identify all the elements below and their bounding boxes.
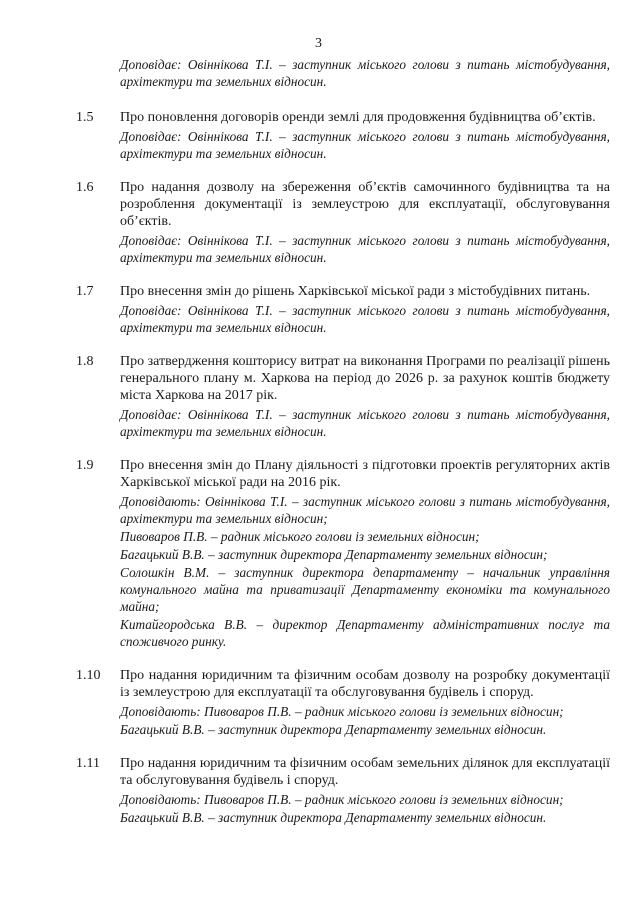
agenda-item: [78, 755, 609, 826]
agenda-item-number: 1.6: [76, 180, 94, 195]
agenda-item-body: [120, 457, 610, 650]
agenda-item-title: Про внесення змін до рішень Харківської міської ради з містобудівних питань.: [120, 284, 591, 299]
agenda-item: [78, 353, 609, 440]
speaker-line: Доповідають: Пивоваров П.В. – радник міського голови із земельних відносин;: [120, 704, 564, 719]
speaker-line: Доповідає: Овіннікова Т.І. – заступник міського голови з питань містобудування, архітектури та земельних відносин.: [120, 407, 610, 439]
agenda-item-body: [120, 755, 610, 826]
agenda-item-number: 1.9: [76, 458, 94, 473]
speaker-line: Доповідає: Овіннікова Т.І. – заступник міського голови з питань містобудування, архітектури та земельних відносин.: [120, 129, 610, 161]
first-block-speakers: [120, 56, 610, 90]
speaker-line: Доповідає: Овіннікова Т.І. – заступник міського голови з питань містобудування, архітектури та земельних відносин.: [120, 57, 610, 89]
speaker-line: Солошкін В.М. – заступник директора департаменту – начальник управління комунального майна та приватизації Департаменту економіки та комунального майна;: [120, 565, 610, 614]
speaker-line: Доповідають: Пивоваров П.В. – радник міського голови із земельних відносин;: [120, 792, 564, 807]
speaker-line: Китайгородська В.В. – директор Департаменту адміністративних послуг та споживчого ринку.: [120, 617, 610, 649]
agenda-item-number: 1.8: [76, 354, 94, 369]
speaker-line: Доповідає: Овіннікова Т.І. – заступник міського голови з питань містобудування, архітектури та земельних відносин.: [120, 233, 610, 265]
agenda-item: [78, 283, 609, 336]
agenda-item: [78, 667, 609, 738]
agenda-item-title: Про затвердження кошторису витрат на виконання Програми по реалізації рішень генерального плану м. Харкова на період до 2026 р. за рахунок коштів бюджету міста Харкова на 2017 рік.: [120, 354, 610, 403]
speaker-line: Багацький В.В. – заступник директора Департаменту земельних відносин;: [120, 547, 548, 562]
speaker-line: Багацький В.В. – заступник директора Департаменту земельних відносин.: [120, 810, 547, 825]
agenda-item-title: Про надання юридичним та фізичним особам дозволу на розробку документації із землеустрою для експлуатації та обслуговування будівель і споруд.: [120, 668, 610, 700]
agenda-item-body: [120, 109, 610, 162]
agenda-item-body: [120, 353, 610, 440]
agenda-item-title: Про надання дозволу на збереження об’єктів самочинного будівництва та на розроблення документації із землеустрою для експлуатації, обслуговування об’єктів.: [120, 180, 610, 229]
agenda-item-title: Про поновлення договорів оренди землі для продовження будівництва об’єктів.: [120, 110, 596, 125]
speaker-line: Доповідають: Овіннікова Т.І. – заступник міського голови з питань містобудування, архітектури та земельних відносин;: [120, 494, 610, 526]
agenda-item-title: Про внесення змін до Плану діяльності з підготовки проектів регуляторних актів Харківської міської ради на 2016 рік.: [120, 458, 610, 490]
agenda-item: [78, 109, 609, 162]
speaker-line: Доповідає: Овіннікова Т.І. – заступник міського голови з питань містобудування, архітектури та земельних відносин.: [120, 303, 610, 335]
agenda-item: [78, 179, 609, 266]
agenda-item-body: [120, 179, 610, 266]
agenda-item-number: 1.5: [76, 110, 94, 125]
agenda-item-number: 1.7: [76, 284, 94, 299]
agenda-items-list: [78, 109, 609, 826]
agenda-item-body: [120, 283, 610, 336]
agenda-item-body: [120, 667, 610, 738]
page-number: 3: [315, 36, 322, 51]
speaker-line: Пивоваров П.В. – радник міського голови із земельних відносин;: [120, 529, 480, 544]
agenda-item: [78, 457, 609, 650]
agenda-item-title: Про надання юридичним та фізичним особам земельних ділянок для експлуатації та обслуговування будівель і споруд.: [120, 756, 610, 788]
agenda-item-number: 1.10: [76, 668, 101, 683]
speaker-line: Багацький В.В. – заступник директора Департаменту земельних відносин.: [120, 722, 547, 737]
agenda-item-number: 1.11: [76, 756, 100, 771]
